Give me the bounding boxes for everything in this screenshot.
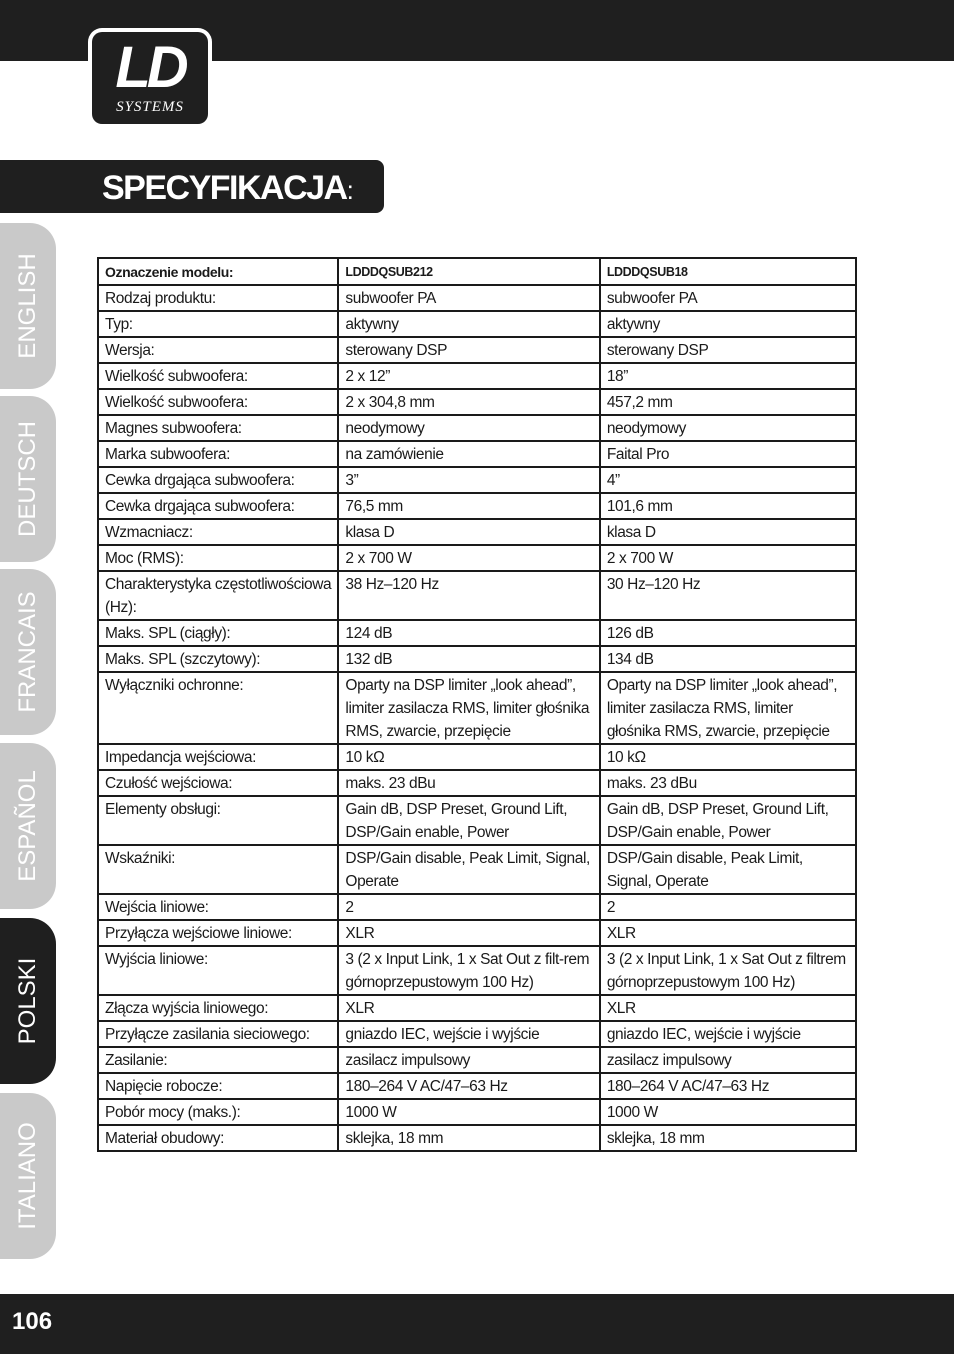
row-value: aktywny <box>338 311 599 337</box>
row-value: 18” <box>600 363 856 389</box>
table-row <box>98 285 856 311</box>
table-row <box>98 946 856 995</box>
tab-francais[interactable] <box>0 569 56 735</box>
row-value: 2 <box>338 894 599 920</box>
row-value: 101,6 mm <box>600 493 856 519</box>
row-value: 2 x 700 W <box>600 545 856 571</box>
row-label: Przyłącza wejściowe liniowe: <box>98 920 338 946</box>
row-label: Wielkość subwoofera: <box>98 363 338 389</box>
row-value: XLR <box>600 920 856 946</box>
table-row <box>98 389 856 415</box>
row-value: 3” <box>338 467 599 493</box>
row-label: Charakterystyka częstotliwościowa (Hz): <box>98 571 338 620</box>
row-value: subwoofer PA <box>338 285 599 311</box>
row-label: Wyjścia liniowe: <box>98 946 338 995</box>
row-value: sklejka, 18 mm <box>600 1125 856 1151</box>
table-row <box>98 894 856 920</box>
table-header-row <box>98 258 856 285</box>
row-value: Gain dB, DSP Preset, Ground Lift, DSP/Gain enable, Power <box>600 796 856 845</box>
row-label: Przyłącze zasilania sieciowego: <box>98 1021 338 1047</box>
row-value: 30 Hz–120 Hz <box>600 571 856 620</box>
row-value: zasilacz impulsowy <box>600 1047 856 1073</box>
row-value: Oparty na DSP limiter „look ahead”, limiter zasilacza RMS, limiter głośnika RMS, zwarcie, przepięcie <box>600 672 856 744</box>
tab-label: ESPAÑOL <box>14 770 41 882</box>
table-row <box>98 770 856 796</box>
header-cell-model: LDDDQSUB212 <box>338 258 599 285</box>
row-value: 126 dB <box>600 620 856 646</box>
row-value: XLR <box>338 995 599 1021</box>
table-row <box>98 845 856 894</box>
page-title: SPECYFIKACJA: <box>102 169 354 207</box>
logo-subtext: SYSTEMS <box>116 99 184 115</box>
header-cell-model: LDDDQSUB18 <box>600 258 856 285</box>
row-value: gniazdo IEC, wejście i wyjście <box>338 1021 599 1047</box>
row-label: Napięcie robocze: <box>98 1073 338 1099</box>
row-label: Zasilanie: <box>98 1047 338 1073</box>
row-value: maks. 23 dBu <box>338 770 599 796</box>
row-label: Moc (RMS): <box>98 545 338 571</box>
row-label: Cewka drgająca subwoofera: <box>98 467 338 493</box>
table-row <box>98 1021 856 1047</box>
logo-text: LD <box>115 35 185 100</box>
row-label: Typ: <box>98 311 338 337</box>
row-value: sterowany DSP <box>338 337 599 363</box>
row-value: neodymowy <box>600 415 856 441</box>
tab-label: FRANCAIS <box>14 591 41 713</box>
table-row <box>98 337 856 363</box>
row-label: Maks. SPL (szczytowy): <box>98 646 338 672</box>
table-row <box>98 1047 856 1073</box>
tab-polski[interactable] <box>0 918 56 1084</box>
header-cell-label: Oznaczenie modelu: <box>98 258 338 285</box>
table-row <box>98 441 856 467</box>
row-value: 3 (2 x Input Link, 1 x Sat Out z filt-rem górnoprzepustowym 100 Hz) <box>338 946 599 995</box>
row-value: 76,5 mm <box>338 493 599 519</box>
table-row <box>98 363 856 389</box>
tab-espanol[interactable] <box>0 743 56 909</box>
table-row <box>98 646 856 672</box>
row-value: 2 x 700 W <box>338 545 599 571</box>
row-value: na zamówienie <box>338 441 599 467</box>
row-value: 180–264 V AC/47–63 Hz <box>600 1073 856 1099</box>
row-label: Wielkość subwoofera: <box>98 389 338 415</box>
table-row <box>98 672 856 744</box>
row-value: neodymowy <box>338 415 599 441</box>
row-value: 457,2 mm <box>600 389 856 415</box>
bottom-bar <box>0 1294 954 1354</box>
table-row <box>98 519 856 545</box>
row-value: klasa D <box>338 519 599 545</box>
row-value: 134 dB <box>600 646 856 672</box>
row-value: 2 x 12” <box>338 363 599 389</box>
row-value: 4” <box>600 467 856 493</box>
row-value: Faital Pro <box>600 441 856 467</box>
tab-italiano[interactable] <box>0 1093 56 1259</box>
row-label: Pobór mocy (maks.): <box>98 1099 338 1125</box>
row-label: Maks. SPL (ciągły): <box>98 620 338 646</box>
row-label: Impedancja wejściowa: <box>98 744 338 770</box>
table-row <box>98 1073 856 1099</box>
row-value: aktywny <box>600 311 856 337</box>
table-row <box>98 415 856 441</box>
row-value: 3 (2 x Input Link, 1 x Sat Out z filtrem górnoprzepustowym 100 Hz) <box>600 946 856 995</box>
row-value: XLR <box>338 920 599 946</box>
row-value: maks. 23 dBu <box>600 770 856 796</box>
row-value: 180–264 V AC/47–63 Hz <box>338 1073 599 1099</box>
tab-english[interactable] <box>0 223 56 389</box>
row-value: sklejka, 18 mm <box>338 1125 599 1151</box>
row-value: DSP/Gain disable, Peak Limit, Signal, Operate <box>600 845 856 894</box>
row-label: Magnes subwoofera: <box>98 415 338 441</box>
table-row <box>98 467 856 493</box>
row-value: 38 Hz–120 Hz <box>338 571 599 620</box>
row-value: zasilacz impulsowy <box>338 1047 599 1073</box>
tab-label: ENGLISH <box>14 253 41 359</box>
row-label: Materiał obudowy: <box>98 1125 338 1151</box>
row-label: Złącza wyjścia liniowego: <box>98 995 338 1021</box>
row-value: 2 x 304,8 mm <box>338 389 599 415</box>
tab-deutsch[interactable] <box>0 396 56 562</box>
row-label: Cewka drgająca subwoofera: <box>98 493 338 519</box>
row-value: 1000 W <box>338 1099 599 1125</box>
row-value: subwoofer PA <box>600 285 856 311</box>
row-label: Wersja: <box>98 337 338 363</box>
table-row <box>98 620 856 646</box>
row-value: gniazdo IEC, wejście i wyjście <box>600 1021 856 1047</box>
row-label: Rodzaj produktu: <box>98 285 338 311</box>
row-value: 10 kΩ <box>338 744 599 770</box>
page-number: 106 <box>12 1308 53 1335</box>
table-row <box>98 1099 856 1125</box>
tab-label: ITALIANO <box>14 1122 41 1230</box>
table-row <box>98 493 856 519</box>
row-label: Marka subwoofera: <box>98 441 338 467</box>
tab-label: DEUTSCH <box>14 420 41 538</box>
table-row <box>98 1125 856 1151</box>
row-value: 2 <box>600 894 856 920</box>
tab-label: POLSKI <box>14 957 41 1045</box>
row-value: Oparty na DSP limiter „look ahead”, limiter zasilacza RMS, limiter głośnika RMS, zwarcie, przepięcie <box>338 672 599 744</box>
row-label: Wyłączniki ochronne: <box>98 672 338 744</box>
row-value: XLR <box>600 995 856 1021</box>
row-label: Wejścia liniowe: <box>98 894 338 920</box>
table-row <box>98 744 856 770</box>
row-value: 124 dB <box>338 620 599 646</box>
ld-systems-logo <box>88 28 212 128</box>
row-label: Czułość wejściowa: <box>98 770 338 796</box>
specification-table <box>97 257 857 1152</box>
row-value: 132 dB <box>338 646 599 672</box>
table-row <box>98 571 856 620</box>
row-value: klasa D <box>600 519 856 545</box>
row-value: 10 kΩ <box>600 744 856 770</box>
table-row <box>98 545 856 571</box>
row-label: Elementy obsługi: <box>98 796 338 845</box>
row-value: sterowany DSP <box>600 337 856 363</box>
row-label: Wzmacniacz: <box>98 519 338 545</box>
row-value: 1000 W <box>600 1099 856 1125</box>
row-value: DSP/Gain disable, Peak Limit, Signal, Operate <box>338 845 599 894</box>
row-label: Wskaźniki: <box>98 845 338 894</box>
table-row <box>98 311 856 337</box>
table-row <box>98 920 856 946</box>
table-row <box>98 995 856 1021</box>
row-value: Gain dB, DSP Preset, Ground Lift, DSP/Gain enable, Power <box>338 796 599 845</box>
table-row <box>98 796 856 845</box>
